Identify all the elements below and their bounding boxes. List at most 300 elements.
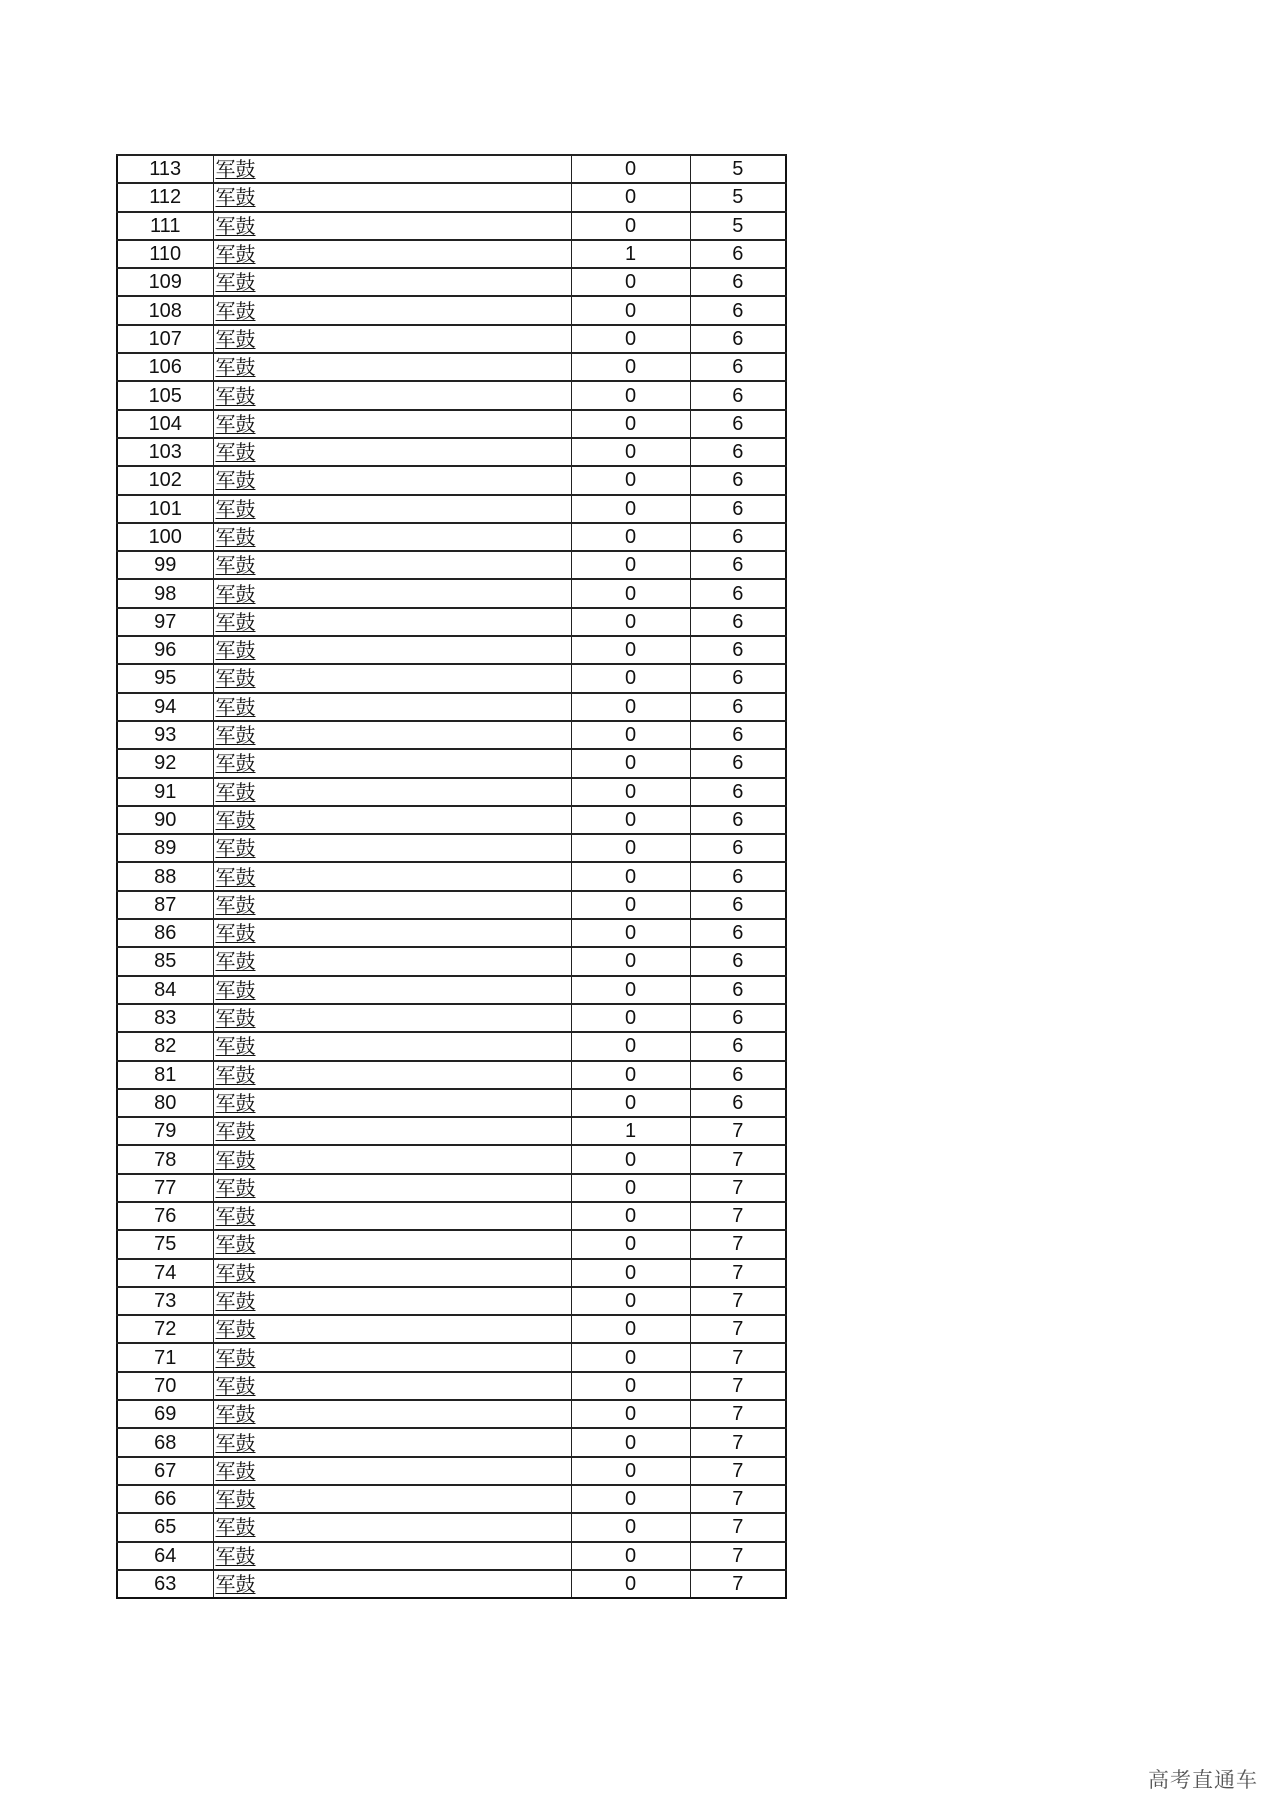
table-row (117, 1004, 786, 1032)
subject-cell (213, 1315, 571, 1343)
subject-cell (213, 1117, 571, 1145)
subject-text: 军鼓 (215, 723, 256, 748)
subject-text: 军鼓 (215, 411, 256, 436)
cumulative-cell: 6 (690, 495, 786, 523)
cumulative-cell: 7 (690, 1542, 786, 1570)
count-cell: 0 (571, 721, 690, 749)
count-cell: 0 (571, 947, 690, 975)
cumulative-cell: 6 (690, 834, 786, 862)
subject-text: 军鼓 (215, 468, 256, 493)
subject-text: 军鼓 (215, 270, 256, 295)
count-cell: 0 (571, 834, 690, 862)
subject-cell (213, 1259, 571, 1287)
subject-text: 军鼓 (215, 525, 256, 549)
subject-cell (213, 1145, 571, 1173)
count-cell: 0 (571, 976, 690, 1004)
subject-text: 军鼓 (215, 326, 256, 351)
subject-text: 军鼓 (215, 638, 256, 663)
subject-cell (213, 608, 571, 636)
table-row (117, 1400, 786, 1428)
subject-cell (213, 1570, 571, 1598)
table-row (117, 551, 786, 579)
cumulative-cell: 6 (690, 778, 786, 806)
score-cell: 76 (117, 1202, 213, 1230)
score-cell: 80 (117, 1089, 213, 1117)
subject-text: 军鼓 (215, 242, 256, 267)
cumulative-cell: 6 (690, 296, 786, 324)
score-cell: 113 (117, 155, 213, 183)
score-cell: 104 (117, 410, 213, 438)
subject-cell (213, 1372, 571, 1400)
count-cell: 0 (571, 749, 690, 777)
cumulative-cell: 6 (690, 353, 786, 381)
subject-cell (213, 693, 571, 721)
subject-cell (213, 1061, 571, 1089)
subject-text: 军鼓 (215, 1090, 256, 1115)
cumulative-cell: 7 (690, 1174, 786, 1202)
score-cell: 79 (117, 1117, 213, 1145)
count-cell: 0 (571, 1513, 690, 1541)
subject-cell (213, 1485, 571, 1513)
cumulative-cell: 7 (690, 1145, 786, 1173)
cumulative-cell: 6 (690, 466, 786, 494)
count-cell: 0 (571, 212, 690, 240)
subject-text: 军鼓 (215, 977, 256, 1002)
count-cell: 0 (571, 608, 690, 636)
subject-cell (213, 1542, 571, 1570)
subject-cell (213, 212, 571, 240)
score-cell: 94 (117, 693, 213, 721)
subject-text: 军鼓 (215, 1571, 256, 1596)
count-cell: 0 (571, 1202, 690, 1230)
table-row (117, 806, 786, 834)
table-row (117, 155, 786, 183)
subject-cell (213, 381, 571, 409)
cumulative-cell: 6 (690, 919, 786, 947)
score-cell: 96 (117, 636, 213, 664)
score-table (116, 154, 787, 1599)
subject-cell (213, 806, 571, 834)
subject-cell (213, 1174, 571, 1202)
subject-cell (213, 919, 571, 947)
subject-cell (213, 495, 571, 523)
score-cell: 97 (117, 608, 213, 636)
subject-text: 军鼓 (215, 383, 256, 408)
cumulative-cell: 7 (690, 1315, 786, 1343)
cumulative-cell: 6 (690, 1089, 786, 1117)
subject-text: 军鼓 (215, 666, 256, 691)
cumulative-cell: 6 (690, 608, 786, 636)
count-cell: 0 (571, 296, 690, 324)
subject-text: 军鼓 (215, 1345, 256, 1370)
count-cell: 0 (571, 1372, 690, 1400)
subject-text: 军鼓 (215, 921, 256, 946)
count-cell: 0 (571, 1428, 690, 1456)
subject-cell (213, 523, 571, 551)
table-row (117, 1259, 786, 1287)
cumulative-cell: 7 (690, 1343, 786, 1371)
table-row (117, 1089, 786, 1117)
cumulative-cell: 6 (690, 947, 786, 975)
score-cell: 95 (117, 664, 213, 692)
score-cell: 107 (117, 325, 213, 353)
score-cell: 70 (117, 1372, 213, 1400)
subject-text: 军鼓 (215, 694, 256, 719)
subject-text: 军鼓 (215, 1232, 256, 1257)
count-cell: 0 (571, 523, 690, 551)
table-row (117, 1315, 786, 1343)
subject-cell (213, 778, 571, 806)
subject-text: 军鼓 (215, 1317, 256, 1342)
score-cell: 102 (117, 466, 213, 494)
subject-cell (213, 268, 571, 296)
table-row (117, 862, 786, 890)
subject-cell (213, 410, 571, 438)
count-cell: 0 (571, 551, 690, 579)
subject-text: 军鼓 (215, 213, 256, 238)
subject-cell (213, 1457, 571, 1485)
count-cell: 0 (571, 325, 690, 353)
subject-text: 军鼓 (215, 836, 256, 861)
subject-cell (213, 438, 571, 466)
score-cell: 110 (117, 240, 213, 268)
cumulative-cell: 7 (690, 1230, 786, 1258)
score-cell: 111 (117, 212, 213, 240)
table-row (117, 438, 786, 466)
subject-text: 军鼓 (215, 1175, 256, 1200)
subject-cell (213, 1513, 571, 1541)
count-cell: 0 (571, 1400, 690, 1428)
cumulative-cell: 6 (690, 664, 786, 692)
count-cell: 0 (571, 1315, 690, 1343)
count-cell: 0 (571, 891, 690, 919)
table-row (117, 1343, 786, 1371)
cumulative-cell: 7 (690, 1117, 786, 1145)
count-cell: 0 (571, 1287, 690, 1315)
table-row (117, 1174, 786, 1202)
table-row (117, 947, 786, 975)
count-cell: 0 (571, 1061, 690, 1089)
score-cell: 92 (117, 749, 213, 777)
cumulative-cell: 6 (690, 693, 786, 721)
count-cell: 0 (571, 693, 690, 721)
subject-text: 军鼓 (215, 949, 256, 974)
subject-cell (213, 240, 571, 268)
cumulative-cell: 6 (690, 636, 786, 664)
cumulative-cell: 7 (690, 1287, 786, 1315)
score-cell: 91 (117, 778, 213, 806)
table-row (117, 1145, 786, 1173)
table-row (117, 1202, 786, 1230)
subject-cell (213, 1032, 571, 1060)
subject-cell (213, 1428, 571, 1456)
table-row (117, 1513, 786, 1541)
score-cell: 100 (117, 523, 213, 551)
count-cell: 0 (571, 1259, 690, 1287)
subject-text: 军鼓 (215, 609, 256, 634)
score-cell: 82 (117, 1032, 213, 1060)
subject-text: 军鼓 (215, 553, 256, 578)
cumulative-cell: 6 (690, 410, 786, 438)
table-row (117, 693, 786, 721)
subject-text: 军鼓 (215, 355, 256, 380)
score-cell: 78 (117, 1145, 213, 1173)
cumulative-cell: 6 (690, 240, 786, 268)
score-table-body (117, 155, 786, 1598)
table-row (117, 1117, 786, 1145)
count-cell: 0 (571, 466, 690, 494)
table-row (117, 410, 786, 438)
score-cell: 90 (117, 806, 213, 834)
table-row (117, 296, 786, 324)
table-row (117, 495, 786, 523)
score-cell: 71 (117, 1343, 213, 1371)
cumulative-cell: 7 (690, 1428, 786, 1456)
count-cell: 0 (571, 1004, 690, 1032)
subject-cell (213, 1343, 571, 1371)
cumulative-cell: 6 (690, 523, 786, 551)
cumulative-cell: 6 (690, 325, 786, 353)
cumulative-cell: 7 (690, 1485, 786, 1513)
subject-cell (213, 579, 571, 607)
cumulative-cell: 6 (690, 1004, 786, 1032)
cumulative-cell: 6 (690, 721, 786, 749)
table-row (117, 212, 786, 240)
count-cell: 0 (571, 268, 690, 296)
table-row (117, 721, 786, 749)
cumulative-cell: 6 (690, 976, 786, 1004)
subject-cell (213, 862, 571, 890)
subject-text: 军鼓 (215, 807, 256, 832)
subject-cell (213, 1287, 571, 1315)
score-cell: 75 (117, 1230, 213, 1258)
count-cell: 0 (571, 579, 690, 607)
subject-text: 军鼓 (215, 1373, 256, 1398)
count-cell: 0 (571, 778, 690, 806)
count-cell: 0 (571, 183, 690, 211)
table-row (117, 183, 786, 211)
count-cell: 0 (571, 1145, 690, 1173)
score-cell: 83 (117, 1004, 213, 1032)
cumulative-cell: 7 (690, 1202, 786, 1230)
subject-cell (213, 183, 571, 211)
cumulative-cell: 7 (690, 1570, 786, 1598)
count-cell: 0 (571, 1174, 690, 1202)
cumulative-cell: 6 (690, 891, 786, 919)
subject-text: 军鼓 (215, 185, 256, 210)
score-cell: 112 (117, 183, 213, 211)
subject-text: 军鼓 (215, 496, 256, 521)
score-cell: 72 (117, 1315, 213, 1343)
subject-cell (213, 947, 571, 975)
score-cell: 67 (117, 1457, 213, 1485)
score-cell: 93 (117, 721, 213, 749)
subject-cell (213, 296, 571, 324)
table-row (117, 891, 786, 919)
subject-text: 军鼓 (215, 1430, 256, 1455)
subject-cell (213, 1202, 571, 1230)
count-cell: 0 (571, 410, 690, 438)
cumulative-cell: 6 (690, 438, 786, 466)
cumulative-cell: 7 (690, 1513, 786, 1541)
cumulative-cell: 7 (690, 1457, 786, 1485)
cumulative-cell: 6 (690, 749, 786, 777)
subject-text: 军鼓 (215, 581, 256, 606)
count-cell: 1 (571, 240, 690, 268)
subject-cell (213, 834, 571, 862)
subject-cell (213, 325, 571, 353)
cumulative-cell: 6 (690, 579, 786, 607)
table-row (117, 976, 786, 1004)
subject-text: 军鼓 (215, 1147, 256, 1172)
table-row (117, 919, 786, 947)
table-row (117, 523, 786, 551)
table-row (117, 636, 786, 664)
table-row (117, 1287, 786, 1315)
subject-text: 军鼓 (215, 1458, 256, 1483)
score-cell: 69 (117, 1400, 213, 1428)
cumulative-cell: 6 (690, 806, 786, 834)
table-row (117, 1457, 786, 1485)
score-cell: 109 (117, 268, 213, 296)
count-cell: 0 (571, 1542, 690, 1570)
count-cell: 0 (571, 1032, 690, 1060)
table-row (117, 240, 786, 268)
subject-text: 军鼓 (215, 1119, 256, 1144)
count-cell: 0 (571, 1230, 690, 1258)
cumulative-cell: 7 (690, 1259, 786, 1287)
table-row (117, 466, 786, 494)
count-cell: 0 (571, 919, 690, 947)
subject-cell (213, 749, 571, 777)
count-cell: 0 (571, 353, 690, 381)
cumulative-cell: 5 (690, 212, 786, 240)
score-cell: 99 (117, 551, 213, 579)
table-row (117, 1032, 786, 1060)
score-cell: 108 (117, 296, 213, 324)
subject-cell (213, 664, 571, 692)
score-cell: 81 (117, 1061, 213, 1089)
table-row (117, 834, 786, 862)
score-cell: 85 (117, 947, 213, 975)
table-row (117, 608, 786, 636)
score-cell: 64 (117, 1542, 213, 1570)
subject-text: 军鼓 (215, 157, 256, 182)
score-cell: 77 (117, 1174, 213, 1202)
subject-text: 军鼓 (215, 298, 256, 323)
score-cell: 105 (117, 381, 213, 409)
subject-cell (213, 636, 571, 664)
table-row (117, 778, 786, 806)
table-row (117, 268, 786, 296)
table-row (117, 749, 786, 777)
table-row (117, 1542, 786, 1570)
subject-text: 军鼓 (215, 751, 256, 776)
score-cell: 101 (117, 495, 213, 523)
cumulative-cell: 7 (690, 1400, 786, 1428)
score-cell: 63 (117, 1570, 213, 1598)
subject-cell (213, 155, 571, 183)
subject-text: 军鼓 (215, 892, 256, 917)
cumulative-cell: 5 (690, 183, 786, 211)
score-cell: 65 (117, 1513, 213, 1541)
subject-cell (213, 976, 571, 1004)
cumulative-cell: 6 (690, 268, 786, 296)
table-row (117, 579, 786, 607)
subject-text: 军鼓 (215, 1260, 256, 1285)
cumulative-cell: 6 (690, 1032, 786, 1060)
count-cell: 0 (571, 1570, 690, 1598)
score-cell: 68 (117, 1428, 213, 1456)
cumulative-cell: 6 (690, 1061, 786, 1089)
count-cell: 0 (571, 806, 690, 834)
subject-cell (213, 466, 571, 494)
subject-text: 军鼓 (215, 1543, 256, 1568)
score-cell: 89 (117, 834, 213, 862)
subject-text: 军鼓 (215, 779, 256, 804)
score-cell: 74 (117, 1259, 213, 1287)
subject-text: 军鼓 (215, 1402, 256, 1427)
table-row (117, 1230, 786, 1258)
subject-cell (213, 1230, 571, 1258)
subject-text: 军鼓 (215, 1204, 256, 1229)
subject-text: 军鼓 (215, 1515, 256, 1540)
count-cell: 0 (571, 1485, 690, 1513)
cumulative-cell: 6 (690, 862, 786, 890)
table-row (117, 381, 786, 409)
cumulative-cell: 6 (690, 381, 786, 409)
subject-text: 军鼓 (215, 1006, 256, 1031)
count-cell: 0 (571, 1457, 690, 1485)
count-cell: 0 (571, 381, 690, 409)
count-cell: 0 (571, 438, 690, 466)
subject-text: 军鼓 (215, 1487, 256, 1512)
score-cell: 106 (117, 353, 213, 381)
subject-text: 军鼓 (215, 440, 256, 465)
cumulative-cell: 5 (690, 155, 786, 183)
table-row (117, 1061, 786, 1089)
score-cell: 88 (117, 862, 213, 890)
count-cell: 0 (571, 155, 690, 183)
table-row (117, 664, 786, 692)
count-cell: 0 (571, 862, 690, 890)
subject-cell (213, 1400, 571, 1428)
watermark-text: 高考直通车 (1148, 1768, 1258, 1792)
score-cell: 86 (117, 919, 213, 947)
score-cell: 84 (117, 976, 213, 1004)
count-cell: 0 (571, 1089, 690, 1117)
score-cell: 73 (117, 1287, 213, 1315)
count-cell: 0 (571, 495, 690, 523)
count-cell: 0 (571, 1343, 690, 1371)
subject-cell (213, 353, 571, 381)
subject-text: 军鼓 (215, 1062, 256, 1087)
table-row (117, 325, 786, 353)
table-row (117, 1570, 786, 1598)
count-cell: 0 (571, 664, 690, 692)
score-cell: 66 (117, 1485, 213, 1513)
subject-cell (213, 551, 571, 579)
table-row (117, 353, 786, 381)
subject-cell (213, 1089, 571, 1117)
cumulative-cell: 6 (690, 551, 786, 579)
subject-cell (213, 891, 571, 919)
subject-text: 军鼓 (215, 1034, 256, 1059)
count-cell: 0 (571, 636, 690, 664)
subject-cell (213, 721, 571, 749)
table-row (117, 1372, 786, 1400)
count-cell: 1 (571, 1117, 690, 1145)
